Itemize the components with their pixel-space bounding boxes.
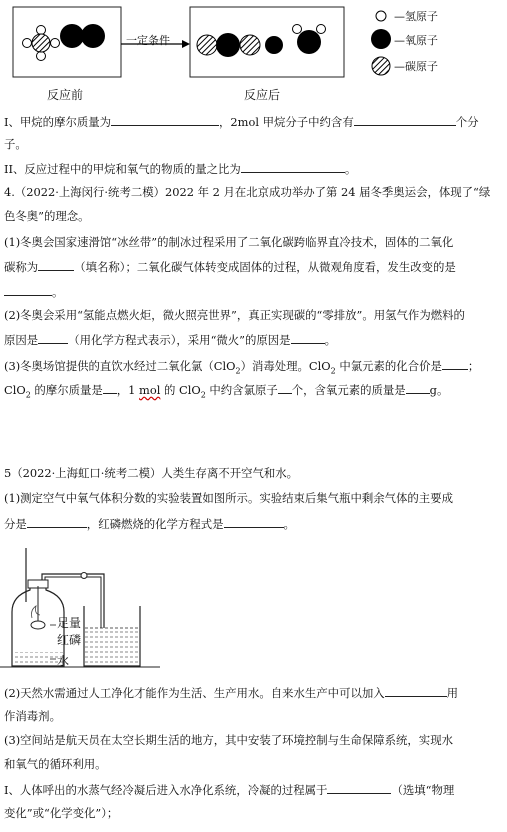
answer-blank[interactable] xyxy=(241,160,345,173)
answer-blank[interactable] xyxy=(111,113,219,126)
q4-title: 4.（2022·上海闵行·统考二模）2022 年 2 月在北京成功举办了第 24 届冬季奥运会，体现了“绿 xyxy=(4,185,491,199)
legend-oxygen-icon xyxy=(371,29,391,49)
legend-oxygen-label: —氧原子 xyxy=(394,34,438,47)
oxygen-atom xyxy=(81,24,105,48)
q3-II-line: II、反应过程中的甲烷和氧气的物质的量之比为 。 xyxy=(4,162,357,176)
legend-carbon-label: —碳原子 xyxy=(394,60,438,73)
oxygen-atom xyxy=(60,24,84,48)
answer-blank[interactable] xyxy=(4,283,52,296)
hydrogen-atom xyxy=(37,52,46,61)
arrow-head xyxy=(182,40,190,48)
q5-title: 5（2022·上海虹口·统考二模）人类生存离不开空气和水。 xyxy=(4,466,299,480)
q5-p1-line1: (1)测定空气中氧气体积分数的实验装置如图所示。实验结束后集气瓶中剩余气体的主要成 xyxy=(4,491,453,505)
q5-p3-line1: (3)空间站是航天员在太空长期生活的地方，其中安装了环境控制与生命保障系统，实现水 xyxy=(4,733,453,747)
q5-pI-line1: I、人体呼出的水蒸气经冷凝后进入水净化系统，冷凝的过程属于 （选填“物理 xyxy=(4,783,455,797)
beaker-water xyxy=(85,628,139,665)
q4-p1-line3: 。 xyxy=(4,283,503,300)
q3-I-cont: 子。 xyxy=(4,137,27,151)
oxygen-atom xyxy=(297,30,321,54)
legend-hydrogen-icon xyxy=(376,11,386,21)
q4-p1-line2: 碳称为 （填名称）；二氧化碳气体转变成固体的过程，从微观角度看，发生改变的是 xyxy=(4,260,456,274)
answer-blank[interactable] xyxy=(278,381,292,394)
q4-p2-line2: 原因是 （用化学方程式表示），采用“微火”的原因是 。 xyxy=(4,333,336,347)
q4-p3-line2: ClO$_2$ 的摩尔质量是 ，1 mol 的 ClO$_2$ 中约含氯原子 个，含氧元素的质量是 g。 xyxy=(4,383,449,400)
q4-p1-line1: (1)冬奥会国家速滑馆“冰丝带”的制冰过程采用了二氧化碳跨临界直冷技术，固体的二氧化 xyxy=(4,235,454,249)
q5-p1-line2: 分是 ，红磷燃烧的化学方程式是 。 xyxy=(4,517,295,531)
before-label: 反应前 xyxy=(47,88,84,102)
q4-p3-line1: (3)冬奥场馆提供的直饮水经过二氧化氯（ClO$_2$）消毒处理。ClO$_2$ 中氯元素的化合价是 ； xyxy=(4,359,480,376)
q5-pI-line2: 变化”或“化学变化”）； xyxy=(4,806,119,820)
answer-blank[interactable] xyxy=(38,331,68,344)
legend-hydrogen-label: —氢原子 xyxy=(394,10,438,23)
hydrogen-atom xyxy=(51,39,60,48)
q5-p2-line1: (2)天然水需通过人工净化才能作为生活、生产用水。自来水生产中可以加入 用 xyxy=(4,686,459,700)
oxygen-atom xyxy=(216,33,240,57)
q5-p3-line2: 和氧气的循环利用。 xyxy=(4,757,107,771)
q3-I-line: I、甲烷的摩尔质量为 ，2mol 甲烷分子中约含有 个分 xyxy=(4,115,479,129)
answer-blank[interactable] xyxy=(224,515,284,528)
oxygen-atom xyxy=(265,36,283,54)
answer-blank[interactable] xyxy=(38,258,74,271)
answer-blank[interactable] xyxy=(291,331,325,344)
carbon-atom xyxy=(240,35,260,55)
answer-blank[interactable] xyxy=(103,381,117,394)
q4-title-cont: 色冬奥”的理念。 xyxy=(4,209,90,223)
answer-blank[interactable] xyxy=(406,381,430,394)
q5-p2-line2: 作消毒剂。 xyxy=(4,709,61,723)
answer-blank[interactable] xyxy=(327,781,391,794)
answer-blank[interactable] xyxy=(442,357,468,370)
q4-p2-line1: (2)冬奥会采用“氢能点燃火炬，微火照亮世界”，真正实现碳的“零排放”。用氢气作为燃料的 xyxy=(4,308,465,322)
flask-water xyxy=(13,652,63,665)
answer-blank[interactable] xyxy=(27,515,87,528)
answer-blank[interactable] xyxy=(385,684,447,697)
hydrogen-atom xyxy=(23,39,32,48)
apparatus-label-phosphorus: 红磷 xyxy=(57,633,82,647)
apparatus-label-water: 水 xyxy=(57,654,70,668)
apparatus-label-amount: 足量 xyxy=(57,616,82,630)
hydrogen-atom xyxy=(317,25,326,34)
hydrogen-atom xyxy=(37,26,46,35)
arrow-label: 一定条件 xyxy=(126,34,170,47)
answer-blank[interactable] xyxy=(354,113,456,126)
hydrogen-atom xyxy=(293,25,302,34)
apparatus-diagram xyxy=(0,540,180,675)
carbon-atom xyxy=(32,34,50,52)
legend-carbon-icon xyxy=(372,57,390,75)
after-label: 反应后 xyxy=(244,88,281,102)
carbon-atom xyxy=(197,35,217,55)
